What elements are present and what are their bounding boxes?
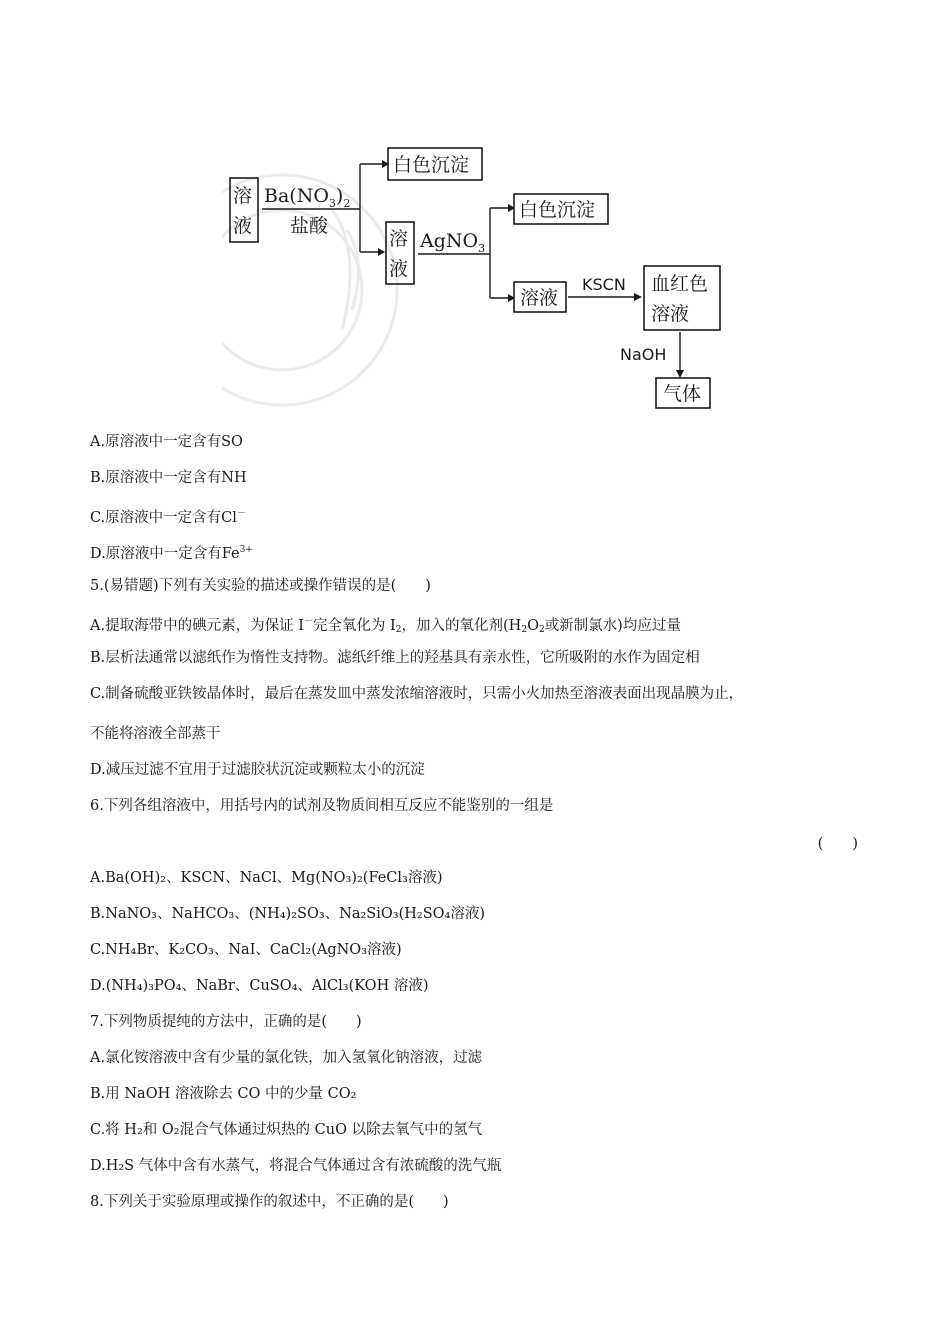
flow-diagram-svg [222,140,732,412]
flow-diagram [222,140,732,412]
q7-option-a: A.氯化铵溶液中含有少量的氯化铁，加入氢氧化钠溶液，过滤 [90,1050,483,1066]
q5-a-sub: 2 [395,625,402,635]
result3-text-2: 溶液 [651,303,690,325]
q6-option-a: A.Ba(OH)₂、KSCN、NaCl、Mg(NO₃)₂(FeCl₃溶液) [90,870,443,886]
q6-answer-bracket: ( ) [817,836,858,852]
q5-a-mid3: O [527,618,539,634]
start-box-text-1: 溶 [233,185,253,207]
q8-stem: 8.下列关于实验原理或操作的叙述中，不正确的是( ) [90,1194,449,1210]
q7-option-c: C.将 H₂和 O₂混合气体通过炽热的 CuO 以除去氧气中的氢气 [90,1122,483,1138]
q4-option-b: B.原溶液中一定含有NH [90,470,247,486]
q5-option-a [90,612,681,640]
q5-a-mid2: ，加入的氧化剂(H [401,618,522,634]
solution-box-text: 溶液 [520,287,559,309]
q6-option-b: B.NaNO₃、NaHCO₃、(NH₄)₂SO₃、Na₂SiO₃(H₂SO₄溶液) [90,906,485,922]
q5-a-sub3: 2 [538,625,545,635]
q4-option-a: A.原溶液中一定含有SO [90,434,243,450]
result4-text: 气体 [663,383,702,405]
q5-a-pre: A.提取海带中的碘元素，为保证 I [90,618,304,634]
q6-stem: 6.下列各组溶液中，用括号内的试剂及物质间相互反应不能鉴别的一组是 [90,798,554,814]
q4-option-d [90,540,253,564]
q4-option-c-text: C.原溶液中一定含有Cl [90,510,237,526]
reagent1-label: $Ba(NO_3)_2$ [264,185,351,210]
reagent2-label: AgNO$_3$ [420,230,486,255]
result1-text: 白色沉淀 [393,154,470,176]
start-box-text-2: 液 [233,215,253,237]
q4-option-c-sup: － [236,509,246,519]
reagent1-hcl: 盐酸 [290,215,329,237]
q5-a-sub2: 2 [521,625,528,635]
reagent3-label: KSCN [582,275,626,294]
q5-option-b: B.层析法通常以滤纸作为惰性支持物。滤纸纤维上的羟基具有亲水性，它所吸附的水作为固定相 [90,650,700,666]
q5-a-sup: － [303,617,313,627]
mid-box-text-1: 溶 [389,228,409,250]
q4-option-d-text: D.原溶液中一定含有Fe [90,546,240,562]
q7-stem: 7.下列物质提纯的方法中，正确的是( ) [90,1014,362,1030]
mid-box-text-2: 液 [389,258,409,280]
q5-stem: 5.(易错题)下列有关实验的描述或操作错误的是( ) [90,578,431,594]
q6-option-d: D.(NH₄)₃PO₄、NaBr、CuSO₄、AlCl₃(KOH 溶液) [90,978,429,994]
q5-option-d: D.减压过滤不宜用于过滤胶状沉淀或颗粒太小的沉淀 [90,762,425,778]
q7-option-b: B.用 NaOH 溶液除去 CO 中的少量 CO₂ [90,1086,357,1102]
q5-a-mid: 完全氧化为 I [312,618,396,634]
q5-option-c-line2: 不能将溶液全部蒸干 [90,726,221,742]
q5-option-c-line1: C.制备硫酸亚铁铵晶体时，最后在蒸发皿中蒸发浓缩溶液时，只需小火加热至溶液表面出现晶膜为止， [90,686,744,702]
result3-text-1: 血红色 [651,273,709,295]
q7-option-d: D.H₂S 气体中含有水蒸气，将混合气体通过含有浓硫酸的洗气瓶 [90,1158,502,1174]
reagent4-label: NaOH [620,345,667,364]
q4-option-d-sup: 3+ [239,545,253,555]
q6-option-c: C.NH₄Br、K₂CO₃、NaI、CaCl₂(AgNO₃溶液) [90,942,402,958]
result2-text: 白色沉淀 [519,199,596,221]
q5-a-end: 或新制氯水)均应过量 [544,618,681,634]
q4-option-c [90,504,246,528]
